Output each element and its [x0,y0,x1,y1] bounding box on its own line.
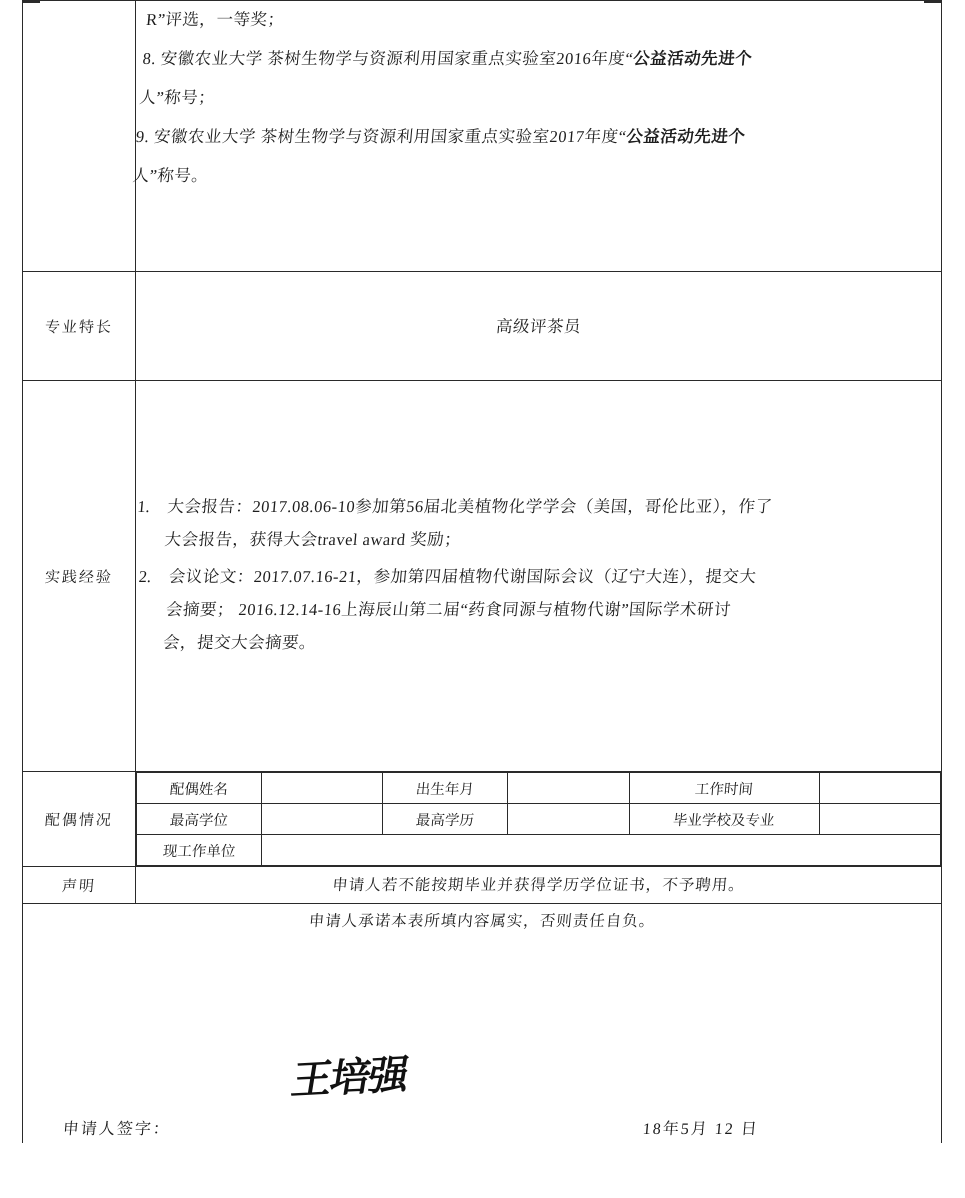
spouse-workplace-key: 现工作单位 [137,835,262,866]
table-row [137,835,941,866]
signature-cell [23,938,942,1143]
spouse-birth-value[interactable] [508,773,629,804]
practice-list [136,490,941,663]
spouse-school-major-value[interactable] [819,804,940,835]
awards-line-4 [135,120,943,153]
practice-label: 实践经验 [44,569,114,586]
practice-label-cell [23,381,136,772]
practice-item-2-body [162,560,946,659]
declaration-label-cell [23,867,136,904]
declaration-label: 声明 [61,878,97,895]
awards-content-cell [131,1,942,272]
declaration-content-cell [136,867,942,904]
application-form-table [22,0,942,1143]
specialty-content-cell [136,272,942,381]
awards-line-2-emph: 公益活动先进个 [632,49,754,68]
table-row [137,804,941,835]
specialty-label-cell [23,272,136,381]
spouse-education-key: 最高学历 [383,804,508,835]
table-row [137,773,941,804]
practice-item-1-body [163,490,944,556]
spouse-sub-table [136,772,941,866]
list-item [136,560,941,659]
practice-content-cell [136,381,942,772]
spouse-name-value[interactable] [262,773,383,804]
signature-date: 18年5月 12 日 [642,1121,760,1138]
table-row-spouse [23,772,942,867]
practice-item-2-line-3: 会，提交大会摘要。 [162,632,317,652]
practice-item-1-number: 1. [136,496,151,516]
awards-line-2-text: 8. 安徽农业大学 茶树生物学与资源利用国家重点实验室2016年度“ [141,49,635,68]
practice-item-2-line-1: 会议论文：2017.07.16-21，参加第四届植物代谢国际会议（辽宁大连），提交大 [168,566,758,586]
awards-line-2 [141,42,949,75]
awards-line-4-text: 9. 安徽农业大学 茶树生物学与资源利用国家重点实验室2017年度“ [135,127,628,146]
awards-line-4-emph: 公益活动先进个 [625,127,747,146]
practice-body [136,381,941,771]
table-row-signature [23,938,942,1143]
practice-item-2-number: 2. [138,566,153,586]
spouse-degree-value[interactable] [262,804,383,835]
awards-line-3: 人”称号； [138,88,217,107]
awards-text-block [124,1,953,271]
signature-label: 申请人签字： [62,1121,172,1138]
spouse-education-value[interactable] [508,804,629,835]
list-item [136,490,941,556]
promise-cell [23,904,942,939]
spouse-label: 配偶情况 [44,812,114,829]
spouse-worktime-value[interactable] [819,773,940,804]
spouse-degree-key: 最高学位 [137,804,262,835]
awards-line-1: R”评选，一等奖； [145,10,286,29]
table-row-practice [23,381,942,772]
table-row-specialty [23,272,942,381]
spouse-content-cell [136,772,942,867]
spouse-label-cell [23,772,136,867]
practice-item-1-line-1: 大会报告：2017.08.06-10参加第56届北美植物化学学会（美国，哥伦比亚），作了 [166,496,774,516]
practice-item-1-line-2: 大会报告，获得大会travel award 奖励； [163,529,463,549]
spouse-worktime-key: 工作时间 [629,773,819,804]
spouse-school-major-key: 毕业学校及专业 [629,804,819,835]
specialty-value: 高级评茶员 [495,316,582,336]
awards-label-cell [23,1,136,272]
spouse-birth-key: 出生年月 [383,773,508,804]
awards-line-5: 人”称号。 [131,166,210,185]
table-row-promise [23,904,942,939]
table-row-declaration [23,867,942,904]
specialty-label: 专业特长 [44,319,114,336]
promise-text: 申请人承诺本表所填内容属实，否则责任自负。 [307,912,656,930]
handwritten-signature: 王培强 [288,1052,411,1103]
practice-item-2-line-2: 会摘要； 2016.12.14-16上海辰山第二届“药食同源与植物代谢”国际学术研讨 [165,599,732,619]
declaration-text: 申请人若不能按期毕业并获得学历学位证书，不予聘用。 [331,876,746,894]
spouse-workplace-value[interactable] [262,835,941,866]
spouse-name-key: 配偶姓名 [137,773,262,804]
table-row-awards [23,1,942,272]
